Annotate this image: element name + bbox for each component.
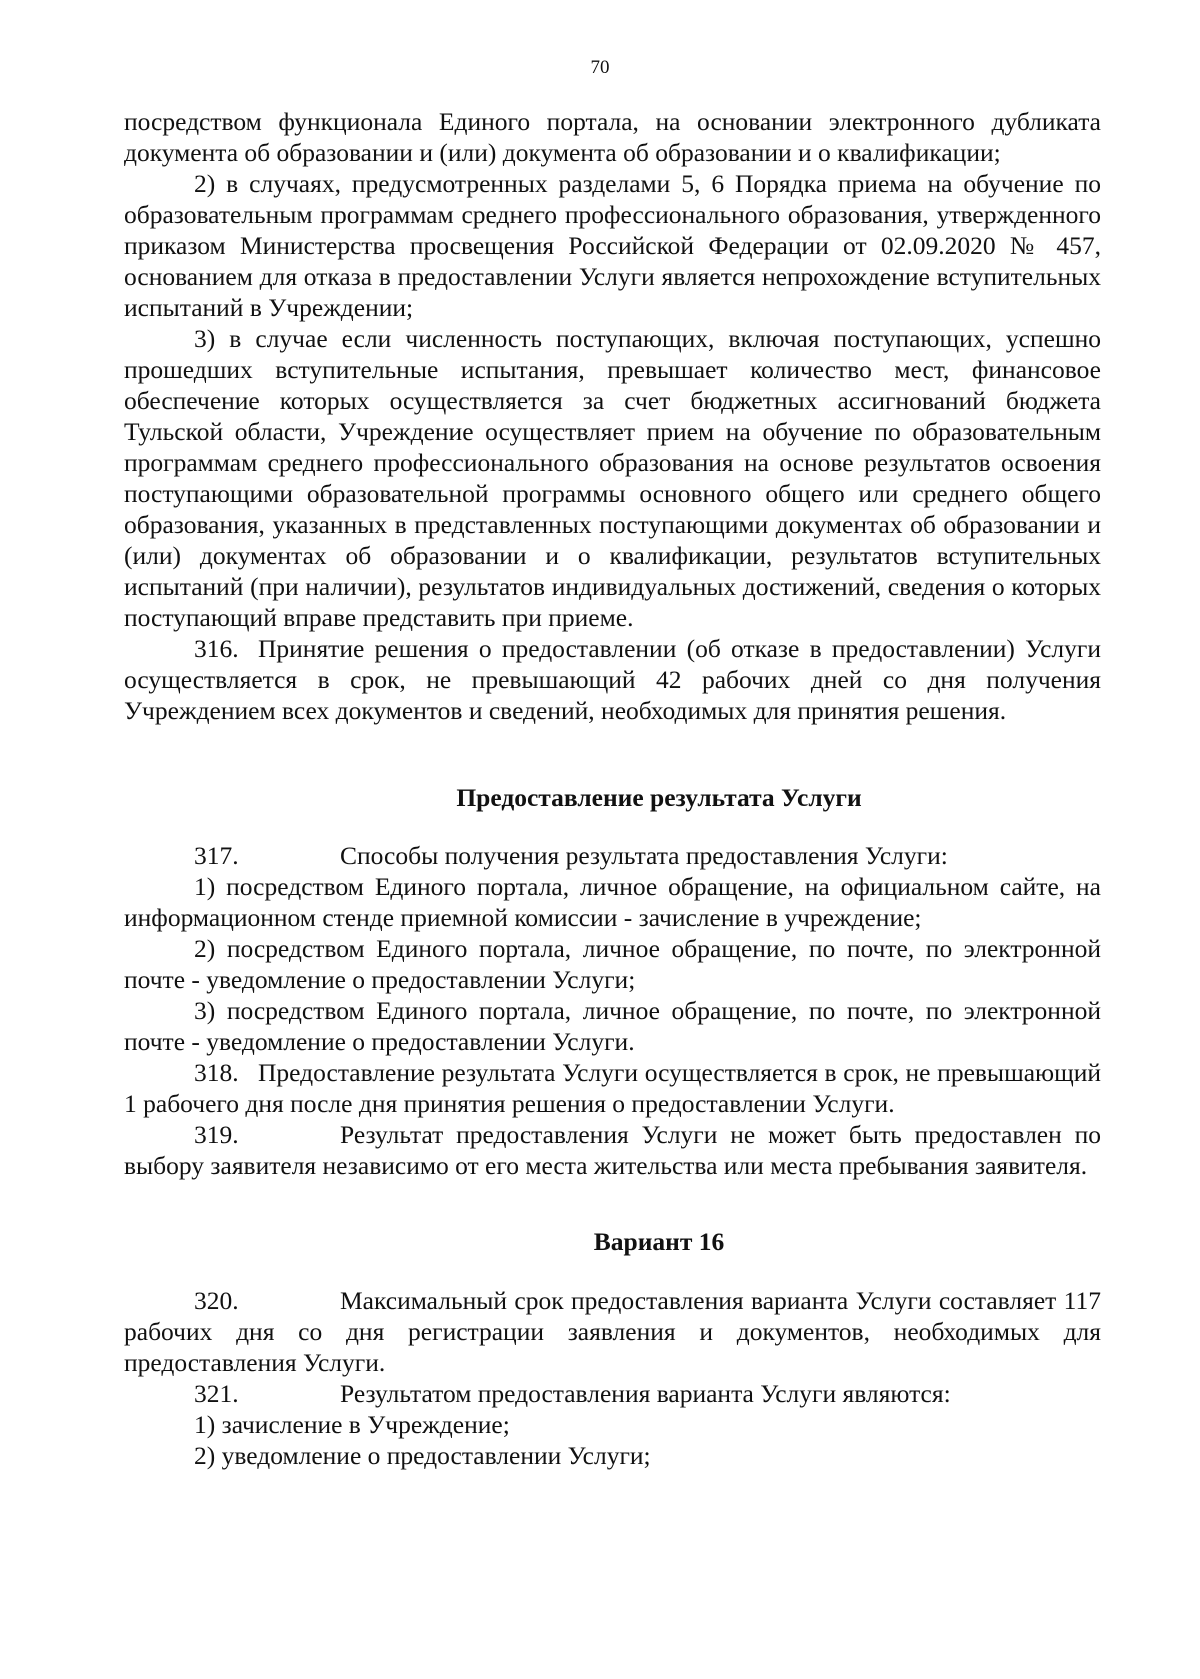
section-heading-result: Предоставление результата Услуги — [456, 783, 862, 812]
paragraph-319 — [124, 1119, 1101, 1181]
paragraph-number: 316. — [194, 634, 239, 663]
paragraph-continuation: посредством функционала Единого портала, на основании электронного дубликата документа об образовании и (или) документа об образовании и о квалификации; — [124, 107, 1101, 167]
paragraph-318 — [124, 1057, 1101, 1119]
page-number: 70 — [590, 57, 610, 78]
paragraph-320 — [124, 1285, 1101, 1378]
paragraph-item-2: 2) в случаях, предусмотренных разделами 5, 6 Порядка приема на обучение по образовательным программам среднего профессионального образования, утвержденного приказом Министерства просвещения Российской Федерации от 02.09.2020 № 457, основанием для отказа в предоставлении Услуги является непрохождение вступительных испытаний в Учреждении; — [124, 169, 1101, 322]
list-item-2: 2) посредством Единого портала, личное обращение, по почте, по электронной почте - уведомление о предоставлении Услуги; — [124, 934, 1101, 994]
paragraph-group-1 — [124, 106, 1101, 726]
section-heading-variant: Вариант 16 — [593, 1227, 725, 1256]
paragraph-text: Предоставление результата Услуги осуществляется в срок, не превышающий 1 рабочего дня после дня принятия решения о предоставлении Услуги. — [124, 1058, 1101, 1118]
paragraph-item-3: 3) в случае если численность поступающих, включая поступающих, успешно прошедших вступительные испытания, превышает количество мест, финансовое обеспечение которых осуществляется за счет бюджетных ассигнований бюджета Тульской области, Учреждение осуществляет прием на обучение по образовательным программам среднего профессионального образования на основе результатов освоения поступающими образовательной программы основного общего или среднего общего образования, указанных в представленных поступающими документах об образовании и (или) документах об образовании и о квалификации, результатов вступительных испытаний (при наличии), результатов индивидуальных достижений, сведения о которых поступающий вправе представить при приеме. — [124, 324, 1101, 632]
paragraph-group-3 — [124, 1285, 1101, 1471]
paragraph-text: Максимальный срок предоставления варианта Услуги составляет 117 рабочих дня со дня регистрации заявления и документов, необходимых для предоставления Услуги. — [124, 1286, 1101, 1377]
paragraph-316 — [124, 633, 1101, 726]
paragraph-321 — [124, 1378, 1101, 1409]
paragraph-text: Принятие решения о предоставлении (об отказе в предоставлении) Услуги осуществляется в срок, не превышающий 42 рабочих дней со дня получения Учреждением всех документов и сведений, необходимых для принятия решения. — [124, 634, 1101, 725]
result-item-2: 2) уведомление о предоставлении Услуги; — [194, 1441, 651, 1470]
paragraph-group-2 — [124, 840, 1101, 1181]
paragraph-number: 317. — [194, 841, 239, 870]
paragraph-number: 319. — [194, 1120, 239, 1149]
paragraph-text: Результат предоставления Услуги не может быть предоставлен по выбору заявителя независимо от его места жительства или места пребывания заявителя. — [124, 1120, 1101, 1180]
list-item-1: 1) посредством Единого портала, личное обращение, на официальном сайте, на информационном стенде приемной комиссии - зачисление в учреждение; — [124, 872, 1101, 932]
paragraph-number: 321. — [194, 1379, 239, 1408]
paragraph-number: 318. — [194, 1058, 239, 1087]
paragraph-text: Способы получения результата предоставления Услуги: — [340, 841, 948, 870]
paragraph-text: Результатом предоставления варианта Услуги являются: — [340, 1379, 951, 1408]
list-item-3: 3) посредством Единого портала, личное обращение, по почте, по электронной почте - уведомление о предоставлении Услуги. — [124, 996, 1101, 1056]
paragraph-number: 320. — [194, 1286, 239, 1315]
result-item-1: 1) зачисление в Учреждение; — [194, 1410, 510, 1439]
paragraph-317 — [124, 840, 1101, 871]
